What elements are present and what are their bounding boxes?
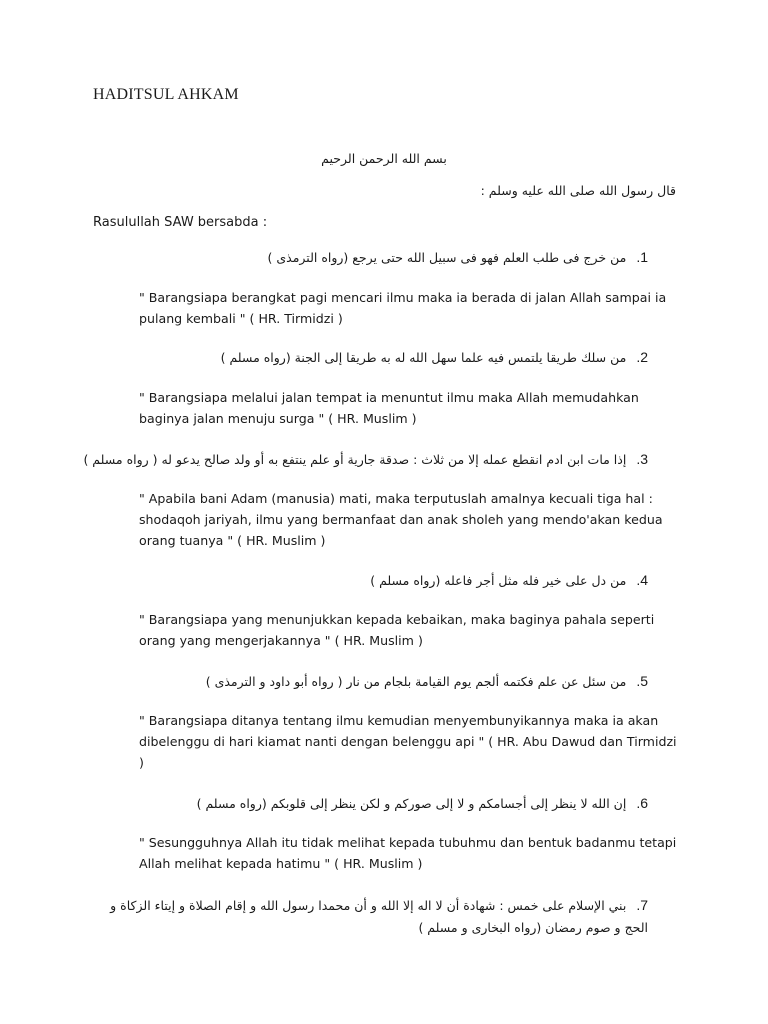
hadith-3-arabic [83,448,648,471]
hadith-6-translation: " Sesungguhnya Allah itu tidak melihat kepada tubuhmu dan bentuk badanmu tetapi Allah melihat kepada hatimu " ( HR. Muslim ) [139,835,677,871]
basmala: بسم الله الرحمن الرحيم [321,151,447,166]
intro-latin: Rasulullah SAW bersabda : [93,215,268,230]
hadith-2-arabic [221,346,648,369]
document-title: HADITSUL AHKAM [93,86,239,103]
hadith-number: 3. [636,451,648,467]
hadith-arabic-text: من دل على خير فله مثل أجر فاعله (رواه مسلم ) [370,573,627,588]
hadith-arabic-text: من خرج فى طلب العلم فهو فى سبيل الله حتى يرجع (رواه الترمذى ) [267,250,627,265]
hadith-5-translation: " Barangsiapa ditanya tentang ilmu kemudian menyembunyikannya maka ia akan dibelenggu di hari kiamat nanti dengan belenggu api " ( HR. Abu Dawud dan Tirmidzi ) [139,713,677,770]
hadith-arabic-text: إن الله لا ينظر إلى أجسامكم و لا إلى صوركم و لكن ينظر إلى قلوبكم (رواه مسلم ) [196,796,627,811]
hadith-5-arabic [206,670,648,693]
hadith-1-arabic [268,246,648,269]
intro-arabic: قال رسول الله صلى الله عليه وسلم : [480,183,676,198]
hadith-4-translation: " Barangsiapa yang menunjukkan kepada kebaikan, maka baginya pahala seperti orang yang mengerjakannya " ( HR. Muslim ) [139,612,655,648]
hadith-3-translation: " Apabila bani Adam (manusia) mati, maka terputuslah amalnya kecuali tiga hal : shodaqoh jariyah, ilmu yang bermanfaat dan anak sholeh yang mendo'akan kedua orang tuanya " ( HR. Muslim ) [139,491,663,548]
hadith-arabic-text: من سئل عن علم فكتمه ألجم يوم القيامة بلجام من نار ( رواه أبو داود و الترمذى ) [205,674,627,689]
hadith-4-arabic [370,569,648,592]
hadith-1-translation: " Barangsiapa berangkat pagi mencari ilmu maka ia berada di jalan Allah sampai ia pulang kembali " ( HR. Tirmidzi ) [139,290,667,326]
hadith-number: 7. [636,897,648,913]
hadith-number: 1. [636,249,648,265]
hadith-number: 5. [636,673,648,689]
hadith-arabic-text: من سلك طريقا يلتمس فيه علما سهل الله له به طريقا إلى الجنة (رواه مسلم ) [220,350,627,365]
hadith-number: 2. [636,349,648,365]
hadith-arabic-text: بني الإسلام على خمس : شهادة أن لا اله إلا الله و أن محمدا رسول الله و إقام الصلاة و إيتاء الزكاة و الحج و صوم رمضان (رواه البخارى و مسلم ) [110,898,648,935]
hadith-6-arabic [197,792,648,815]
hadith-7-arabic [88,894,648,939]
hadith-arabic-text: إذا مات ابن ادم انقطع عمله إلا من ثلاث : صدقة جارية أو علم ينتفع به أو ولد صالح يدعو له ( رواه مسلم ) [83,452,627,467]
hadith-2-translation: " Barangsiapa melalui jalan tempat ia menuntut ilmu maka Allah memudahkan baginya jalan menuju surga " ( HR. Muslim ) [139,390,639,426]
hadith-number: 6. [636,795,648,811]
hadith-number: 4. [636,572,648,588]
